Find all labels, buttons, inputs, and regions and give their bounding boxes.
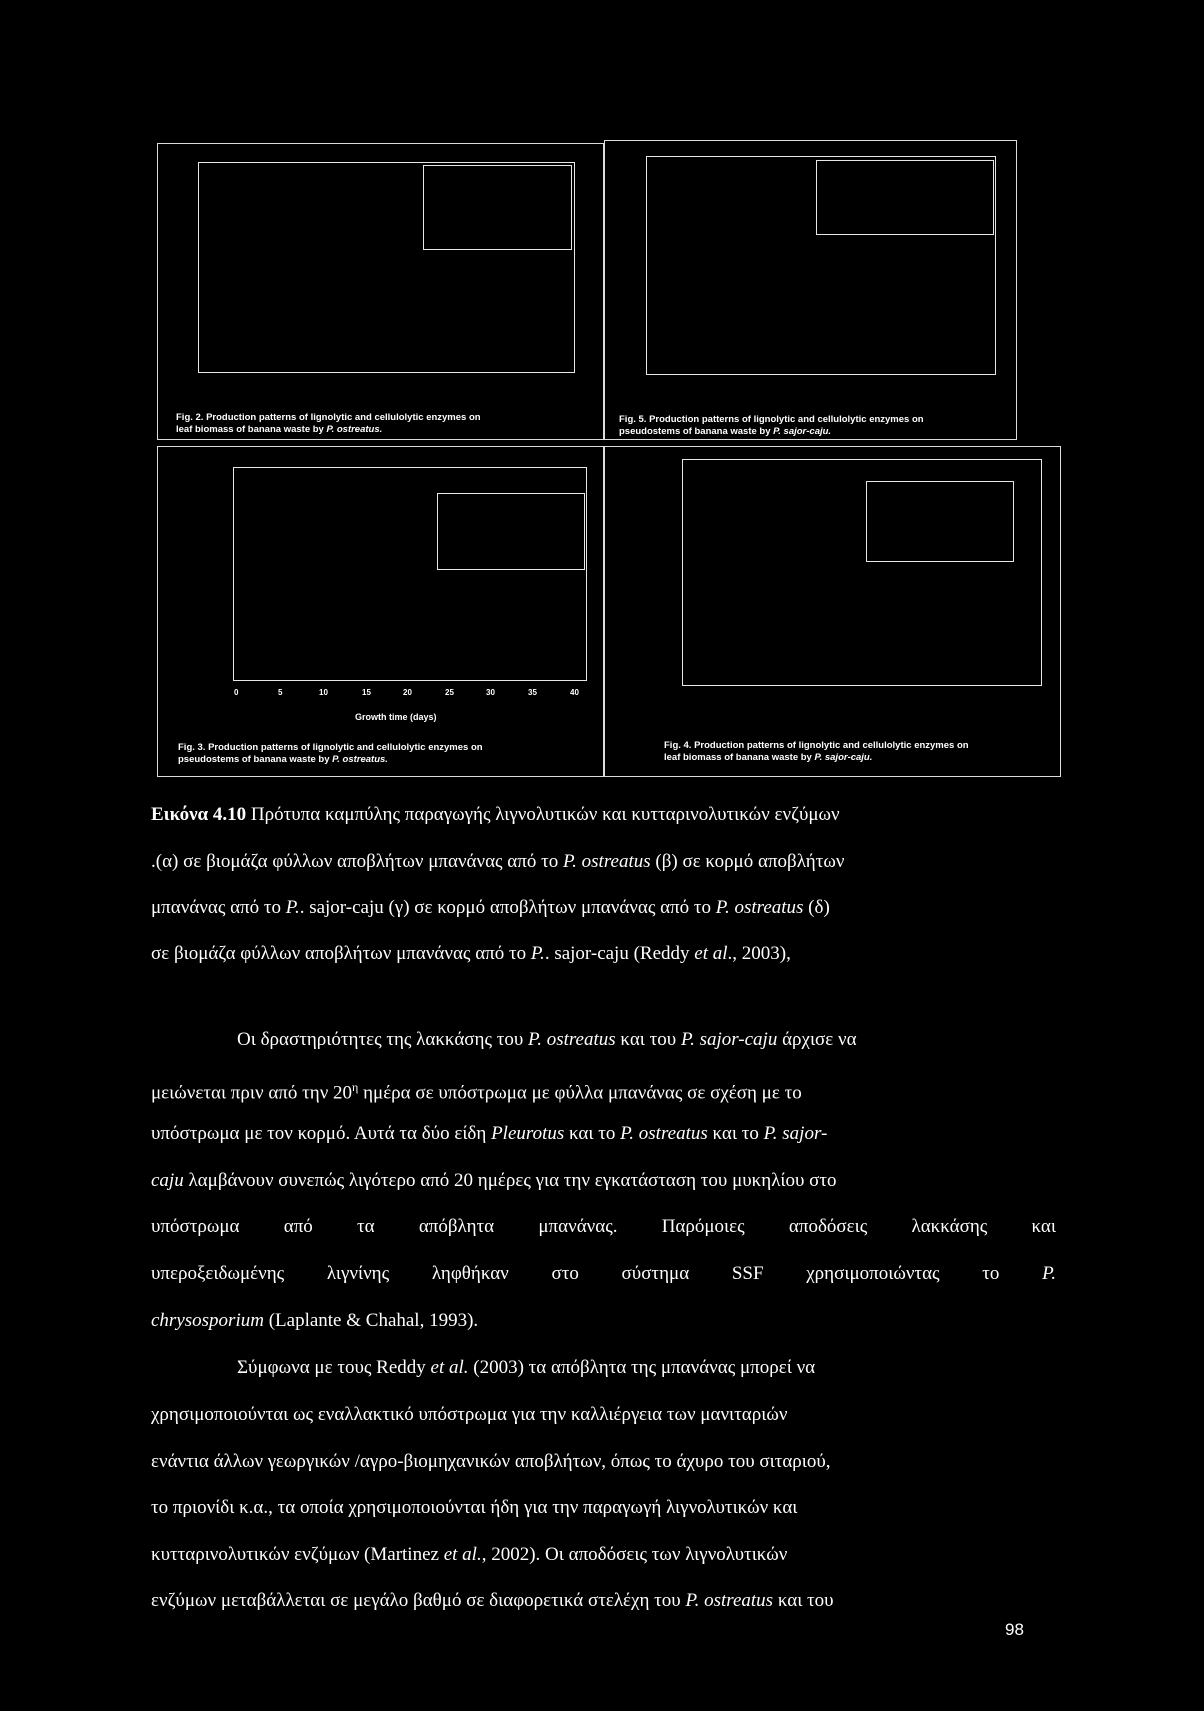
x-tick-label: 40 <box>570 688 579 697</box>
caption-text: leaf biomass of banana waste by <box>664 752 815 763</box>
paragraph-line <box>151 1262 1056 1286</box>
species-name: P. <box>1042 1263 1056 1284</box>
text-span: , 2002). Οι αποδόσεις των λιγνολυτικών <box>481 1544 788 1565</box>
species-name: P. <box>530 943 545 964</box>
text-span: (2003) τα απόβλητα της μπανάνας μπορεί να <box>468 1357 816 1378</box>
paragraph-line <box>151 1122 827 1146</box>
species-name: P. ostreatus <box>563 851 651 872</box>
species-name: P. <box>285 897 300 918</box>
x-tick-label: 35 <box>528 688 537 697</box>
paragraph-line: υπόστρωμα από τα απόβλητα μπανάνας. Παρόμοιες αποδόσεις λακκάσης και <box>151 1216 1056 1237</box>
paragraph-line <box>237 1028 857 1052</box>
x-tick-label: 0 <box>234 688 239 697</box>
text-span: και το <box>707 1123 764 1144</box>
figure-description-line <box>151 942 791 966</box>
species-name: P. ostreatus. <box>332 754 388 765</box>
text-span: σε βιομάζα φύλλων αποβλήτων μπανάνας από το <box>151 943 531 964</box>
paragraph-line <box>151 1075 802 1105</box>
figure-description-line <box>151 896 830 920</box>
paragraph-line: το πριονίδι κ.α., τα οποία χρησιμοποιούνται ήδη για την παραγωγή λιγνολυτικών και <box>151 1497 798 1518</box>
figure-caption-fig5 <box>619 414 1019 438</box>
figure-heading-line <box>151 803 840 827</box>
species-name: P. sajor-caju. <box>814 752 873 763</box>
species-name: P. sajor-caju. <box>773 426 832 437</box>
legend-box-fig3 <box>437 493 585 570</box>
text-span: (Laplante & Chahal, 1993). <box>263 1310 479 1331</box>
text-span: ., 2003), <box>727 943 791 964</box>
figure-caption-fig3 <box>178 742 603 766</box>
text-span: μειώνεται πριν από την 20 <box>151 1082 353 1104</box>
x-tick-label: 25 <box>445 688 454 697</box>
species-name: caju <box>151 1170 184 1191</box>
caption-line: Fig. 4. Production patterns of lignolytic and cellulolytic enzymes on <box>664 740 969 751</box>
legend-box-fig4 <box>866 481 1014 562</box>
x-tick-label: 5 <box>278 688 283 697</box>
text-span: (β) σε κορμό αποβλήτων <box>650 851 845 872</box>
text-span: και του <box>773 1590 834 1611</box>
legend-box-fig5 <box>816 160 994 235</box>
figure-caption-fig2 <box>176 412 601 436</box>
citation-italic: et al. <box>430 1357 469 1378</box>
species-name: P. ostreatus. <box>326 424 383 435</box>
text-span: . sajor-caju (Reddy <box>544 943 695 964</box>
species-name: P. ostreatus <box>685 1590 774 1611</box>
x-tick-label: 10 <box>319 688 328 697</box>
text-span: Πρότυπα καμπύλης παραγωγής λιγνολυτικών και κυτταρινολυτικών ενζύμων <box>246 804 840 825</box>
species-name: P. ostreatus <box>528 1029 616 1050</box>
legend-box-fig2 <box>423 165 572 250</box>
caption-text: pseudostems of banana waste by <box>619 426 774 437</box>
text-span: υπεροξειδωμένης λιγνίνης ληφθήκαν στο σύστημα SSF χρησιμοποιώντας το <box>151 1263 1043 1284</box>
text-span: ημέρα σε υπόστρωμα με φύλλα μπανάνας σε σχέση με το <box>358 1082 802 1104</box>
text-span: λαμβάνουν συνεπώς λιγότερο από 20 ημέρες για την εγκατάσταση του μυκηλίου στο <box>183 1170 837 1191</box>
citation-italic: et al. <box>443 1544 482 1565</box>
x-tick-labels-fig3 <box>228 688 588 700</box>
figure-heading-label: Εικόνα 4.10 <box>151 804 247 825</box>
text-span: υπόστρωμα με τον κορμό. Αυτά τα δύο είδη <box>151 1123 492 1144</box>
caption-line: Fig. 3. Production patterns of lignolytic and cellulolytic enzymes on <box>178 742 483 753</box>
paragraph-line: χρησιμοποιούνται ως εναλλακτικό υπόστρωμα για την καλλιέργεια των μανιταριών <box>151 1404 788 1425</box>
text-span: ενζύμων μεταβάλλεται σε μεγάλο βαθμό σε διαφορετικά στελέχη του <box>151 1590 686 1611</box>
text-span: Οι δραστηριότητες της λακκάσης του <box>237 1029 529 1050</box>
paragraph-line <box>151 1169 837 1193</box>
caption-line: Fig. 2. Production patterns of lignolytic and cellulolytic enzymes on <box>176 412 481 423</box>
text-span: Σύμφωνα με τους Reddy <box>237 1357 431 1378</box>
superscript: η <box>352 1080 359 1094</box>
figure-caption-fig4 <box>664 740 1060 764</box>
x-tick-label: 20 <box>403 688 412 697</box>
text-span: μπανάνας από το <box>151 897 286 918</box>
paragraph-line <box>151 1589 834 1613</box>
caption-text: pseudostems of banana waste by <box>178 754 333 765</box>
paragraph-line <box>151 1309 478 1333</box>
text-span: κυτταρινολυτικών ενζύμων (Martinez <box>151 1544 444 1565</box>
x-tick-label: 30 <box>486 688 495 697</box>
species-name: P. sajor- <box>763 1123 828 1144</box>
text-span: . sajor-caju (γ) σε κορμό αποβλήτων μπανάνας από το <box>299 897 716 918</box>
citation-italic: et al <box>694 943 728 964</box>
caption-line <box>664 752 1060 764</box>
page-number: 98 <box>1005 1620 1024 1639</box>
text-span: και του <box>615 1029 681 1050</box>
species-name: P. ostreatus <box>620 1123 708 1144</box>
paragraph-line <box>151 1543 787 1567</box>
caption-line <box>619 426 1019 438</box>
species-name: P. ostreatus <box>715 897 804 918</box>
text-span: (δ) <box>803 897 830 918</box>
paragraph-line <box>237 1356 815 1380</box>
paragraph-line: ενάντια άλλων γεωργικών /αγρο-βιομηχανικών αποβλήτων, όπως το άχυρο του σιταριού, <box>151 1451 831 1472</box>
species-name: P. sajor-caju <box>680 1029 778 1050</box>
caption-line <box>176 424 601 436</box>
text-span: και το <box>564 1123 621 1144</box>
x-tick-label: 15 <box>362 688 371 697</box>
x-axis-label-fig3: Growth time (days) <box>355 712 437 722</box>
genus-name: Pleurotus <box>491 1123 565 1144</box>
caption-line: Fig. 5. Production patterns of lignolytic and cellulolytic enzymes on <box>619 414 924 425</box>
text-span: .(α) σε βιομάζα φύλλων αποβλήτων μπανάνας από το <box>151 851 563 872</box>
text-span: άρχισε να <box>777 1029 857 1050</box>
figure-description-line <box>151 850 844 874</box>
caption-text: leaf biomass of banana waste by <box>176 424 327 435</box>
caption-line <box>178 754 603 766</box>
species-name: chrysosporium <box>151 1310 264 1331</box>
